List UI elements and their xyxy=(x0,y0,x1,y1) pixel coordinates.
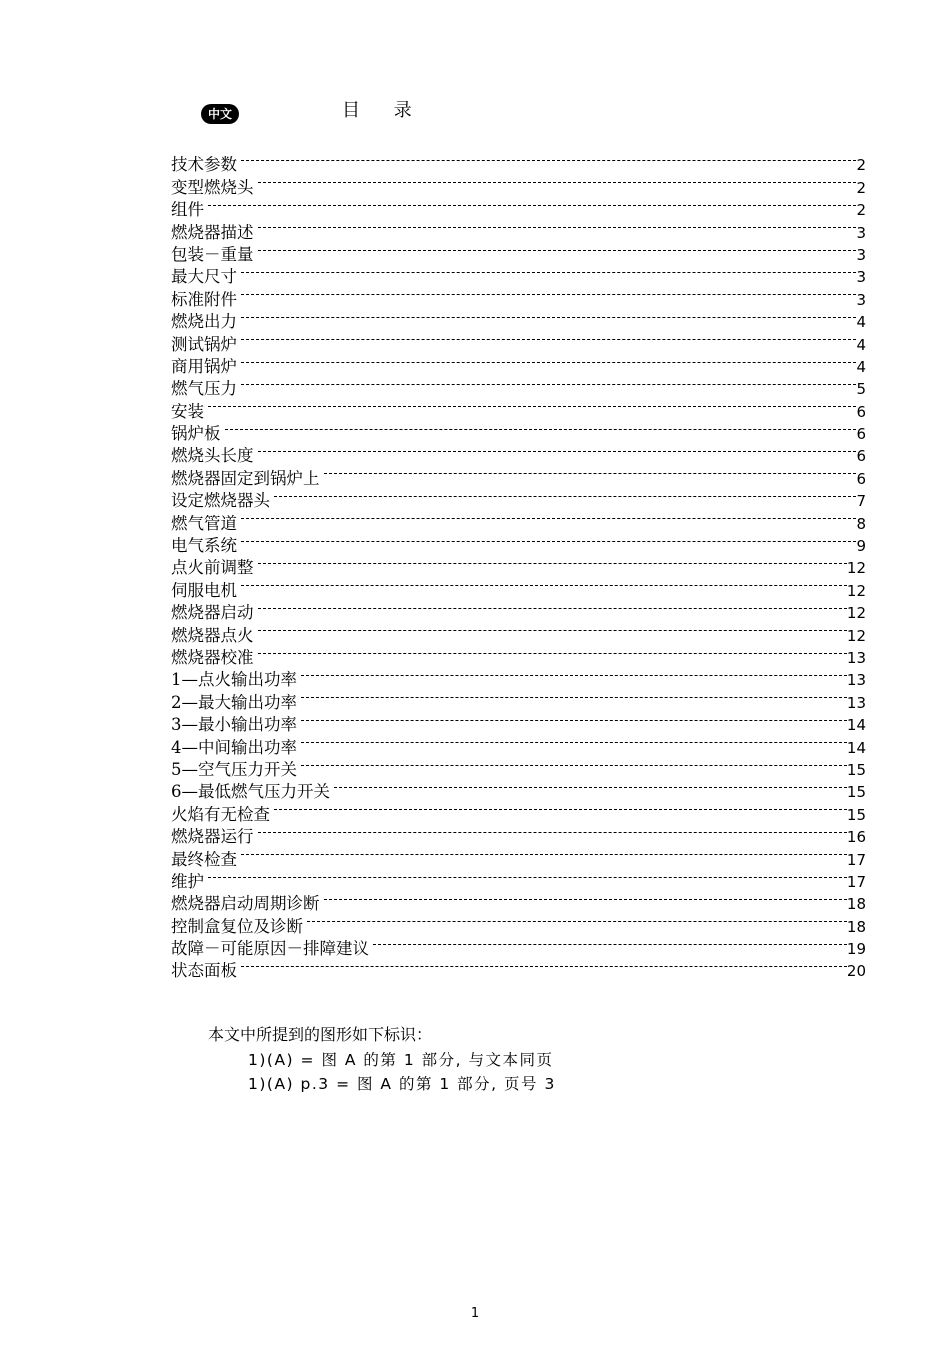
toc-entry-page: 3 xyxy=(856,290,866,309)
toc-dot-leader xyxy=(258,641,847,663)
toc-entry[interactable] xyxy=(171,887,866,914)
toc-dot-leader xyxy=(241,305,856,327)
toc-entry[interactable] xyxy=(171,954,866,981)
toc-entry-page: 5 xyxy=(856,380,866,399)
toc-dot-leader xyxy=(258,820,847,842)
toc-dot-leader xyxy=(208,193,856,215)
toc-entry-page: 13 xyxy=(846,648,866,667)
toc-entry[interactable] xyxy=(171,820,866,847)
toc-entry-label: 2—最大输出功率 xyxy=(171,692,297,712)
toc-dot-leader xyxy=(334,775,847,797)
toc-entry[interactable] xyxy=(171,148,866,175)
toc-entry-page: 3 xyxy=(856,268,866,287)
toc-entry-label: 3—最小输出功率 xyxy=(171,715,297,735)
toc-entry-page: 12 xyxy=(846,604,866,623)
toc-entry[interactable] xyxy=(171,797,866,824)
toc-dot-leader xyxy=(241,573,847,595)
toc-entry-label: 组件 xyxy=(171,200,204,220)
toc-dot-leader xyxy=(241,350,856,372)
toc-dot-leader xyxy=(373,932,847,954)
toc-entry-label: 最大尺寸 xyxy=(171,267,237,287)
toc-entry-page: 6 xyxy=(856,447,866,466)
toc-entry[interactable] xyxy=(171,193,866,220)
figure-notes xyxy=(208,1024,556,1096)
note-line: 1)(A) p.3 = 图 A 的第 1 部分, 页号 3 xyxy=(248,1075,556,1093)
toc-entry-label: 维护 xyxy=(171,871,204,891)
toc-entry-page: 3 xyxy=(856,223,866,242)
toc-entry[interactable] xyxy=(171,551,866,578)
toc-entry-label: 故障－可能原因－排障建议 xyxy=(171,939,369,959)
toc-entry-page: 3 xyxy=(856,245,866,264)
toc-entry-label: 变型燃烧头 xyxy=(171,177,254,197)
toc-dot-leader xyxy=(258,618,847,640)
toc-dot-leader xyxy=(241,260,856,282)
toc-entry-page: 19 xyxy=(846,940,866,959)
toc-entry-page: 6 xyxy=(856,425,866,444)
toc-entry-label: 燃烧器点火 xyxy=(171,625,254,645)
toc-dot-leader xyxy=(241,842,847,864)
toc-dot-leader xyxy=(258,596,847,618)
toc-entry[interactable] xyxy=(171,238,866,264)
toc-entry-label: 1—点火输出功率 xyxy=(171,670,297,690)
toc-dot-leader xyxy=(301,730,847,752)
toc-entry-label: 燃气管道 xyxy=(171,513,237,533)
toc-entry-label: 6—最低燃气压力开关 xyxy=(171,782,330,802)
toc-entry[interactable] xyxy=(171,865,866,891)
page-title: 目 录 xyxy=(342,100,426,121)
toc-entry[interactable] xyxy=(171,305,866,332)
toc-entry-page: 12 xyxy=(846,559,866,578)
toc-entry-page: 4 xyxy=(856,335,866,354)
toc-entry[interactable] xyxy=(171,573,866,600)
toc-dot-leader xyxy=(241,148,856,170)
toc-entry-label: 包装－重量 xyxy=(171,244,254,264)
notes-heading: 本文中所提到的图形如下标识： xyxy=(208,1025,433,1044)
toc-dot-leader xyxy=(258,238,857,260)
toc-entry-label: 燃烧出力 xyxy=(171,312,237,332)
toc-entry-page: 12 xyxy=(846,581,866,600)
toc-entry-label: 安装 xyxy=(171,401,204,421)
toc-dot-leader xyxy=(258,551,847,573)
toc-entry-page: 9 xyxy=(856,537,866,556)
toc-entry-page: 15 xyxy=(846,760,866,779)
toc-entry-label: 5—空气压力开关 xyxy=(171,759,297,779)
toc-entry-label: 技术参数 xyxy=(171,155,237,175)
toc-dot-leader xyxy=(301,753,847,775)
toc-entry-page: 7 xyxy=(856,492,866,511)
toc-entry-page: 16 xyxy=(846,828,866,847)
page-number: 1 xyxy=(470,1306,480,1321)
toc-entry-label: 燃烧器启动周期诊断 xyxy=(171,894,320,914)
toc-entry-label: 4—中间输出功率 xyxy=(171,737,297,757)
toc-entry-label: 火焰有无检查 xyxy=(171,804,270,824)
toc-dot-leader xyxy=(301,685,847,707)
note-line: 1)(A) = 图 A 的第 1 部分, 与文本同页 xyxy=(248,1051,554,1069)
toc-entry[interactable] xyxy=(171,260,866,287)
toc-entry-page: 18 xyxy=(846,895,866,914)
toc-entry[interactable] xyxy=(171,170,866,197)
toc-entry-page: 12 xyxy=(846,626,866,645)
toc-entry[interactable] xyxy=(171,327,866,354)
toc-dot-leader xyxy=(301,708,847,730)
toc-dot-leader xyxy=(225,417,857,439)
toc-entry-label: 测试锅炉 xyxy=(171,334,237,354)
toc-dot-leader xyxy=(274,797,847,819)
toc-dot-leader xyxy=(324,461,857,483)
toc-entry[interactable] xyxy=(171,215,866,242)
toc-entry[interactable] xyxy=(171,394,866,421)
table-of-contents xyxy=(171,148,866,981)
toc-entry-page: 14 xyxy=(846,738,866,757)
toc-entry-label: 燃烧头长度 xyxy=(171,446,254,466)
toc-entry-page: 20 xyxy=(846,962,866,981)
toc-entry-page: 18 xyxy=(846,917,866,936)
toc-entry-page: 15 xyxy=(846,783,866,802)
toc-entry-page: 13 xyxy=(846,693,866,712)
toc-entry-label: 商用锅炉 xyxy=(171,356,237,376)
toc-entry-label: 锅炉板 xyxy=(171,424,221,444)
toc-entry-page: 2 xyxy=(856,178,866,197)
toc-dot-leader xyxy=(274,484,856,506)
toc-dot-leader xyxy=(241,954,847,976)
toc-entry-page: 4 xyxy=(856,313,866,332)
toc-dot-leader xyxy=(324,887,847,909)
toc-entry[interactable] xyxy=(171,641,866,667)
toc-entry-page: 8 xyxy=(856,514,866,533)
toc-entry-label: 状态面板 xyxy=(171,961,237,981)
toc-dot-leader xyxy=(241,327,856,349)
toc-dot-leader xyxy=(258,215,857,237)
toc-dot-leader xyxy=(258,170,857,192)
toc-entry-label: 控制盒复位及诊断 xyxy=(171,916,303,936)
toc-entry[interactable] xyxy=(171,282,866,309)
toc-entry[interactable] xyxy=(171,484,866,511)
toc-entry-page: 17 xyxy=(846,850,866,869)
toc-entry[interactable] xyxy=(171,439,866,466)
toc-entry-label: 最终检查 xyxy=(171,849,237,869)
toc-entry[interactable] xyxy=(171,350,866,376)
toc-entry-label: 伺服电机 xyxy=(171,580,237,600)
toc-entry-label: 标准附件 xyxy=(171,289,237,309)
toc-entry-page: 15 xyxy=(846,805,866,824)
toc-dot-leader xyxy=(241,529,856,551)
toc-entry[interactable] xyxy=(171,461,866,488)
language-badge: 中文 xyxy=(201,104,239,124)
toc-dot-leader xyxy=(241,282,856,304)
toc-entry-label: 燃烧器启动 xyxy=(171,603,254,623)
toc-entry-label: 点火前调整 xyxy=(171,558,254,578)
toc-entry[interactable] xyxy=(171,529,866,556)
toc-entry-page: 2 xyxy=(856,201,866,220)
toc-entry[interactable] xyxy=(171,372,866,399)
toc-entry-page: 6 xyxy=(856,469,866,488)
toc-entry[interactable] xyxy=(171,596,866,623)
toc-entry-page: 6 xyxy=(856,402,866,421)
toc-entry-label: 燃气压力 xyxy=(171,379,237,399)
toc-dot-leader xyxy=(241,506,856,528)
toc-entry-label: 燃烧器描述 xyxy=(171,222,254,242)
toc-entry[interactable] xyxy=(171,663,866,690)
toc-entry-label: 设定燃烧器头 xyxy=(171,491,270,511)
toc-dot-leader xyxy=(301,663,847,685)
toc-entry-page: 13 xyxy=(846,671,866,690)
toc-dot-leader xyxy=(241,372,856,394)
toc-entry[interactable] xyxy=(171,618,866,645)
toc-entry[interactable] xyxy=(171,417,866,444)
toc-dot-leader xyxy=(258,439,857,461)
toc-entry[interactable] xyxy=(171,842,866,869)
toc-entry-page: 2 xyxy=(856,156,866,175)
toc-entry-label: 燃烧器运行 xyxy=(171,827,254,847)
toc-entry-label: 燃烧器固定到锅炉上 xyxy=(171,468,320,488)
toc-entry-page: 14 xyxy=(846,716,866,735)
toc-dot-leader xyxy=(208,865,847,887)
toc-entry-label: 燃烧器校准 xyxy=(171,647,254,667)
toc-entry-page: 4 xyxy=(856,357,866,376)
toc-dot-leader xyxy=(307,909,847,931)
toc-dot-leader xyxy=(208,394,856,416)
toc-entry-label: 电气系统 xyxy=(171,536,237,556)
toc-entry-page: 17 xyxy=(846,872,866,891)
toc-entry[interactable] xyxy=(171,506,866,533)
